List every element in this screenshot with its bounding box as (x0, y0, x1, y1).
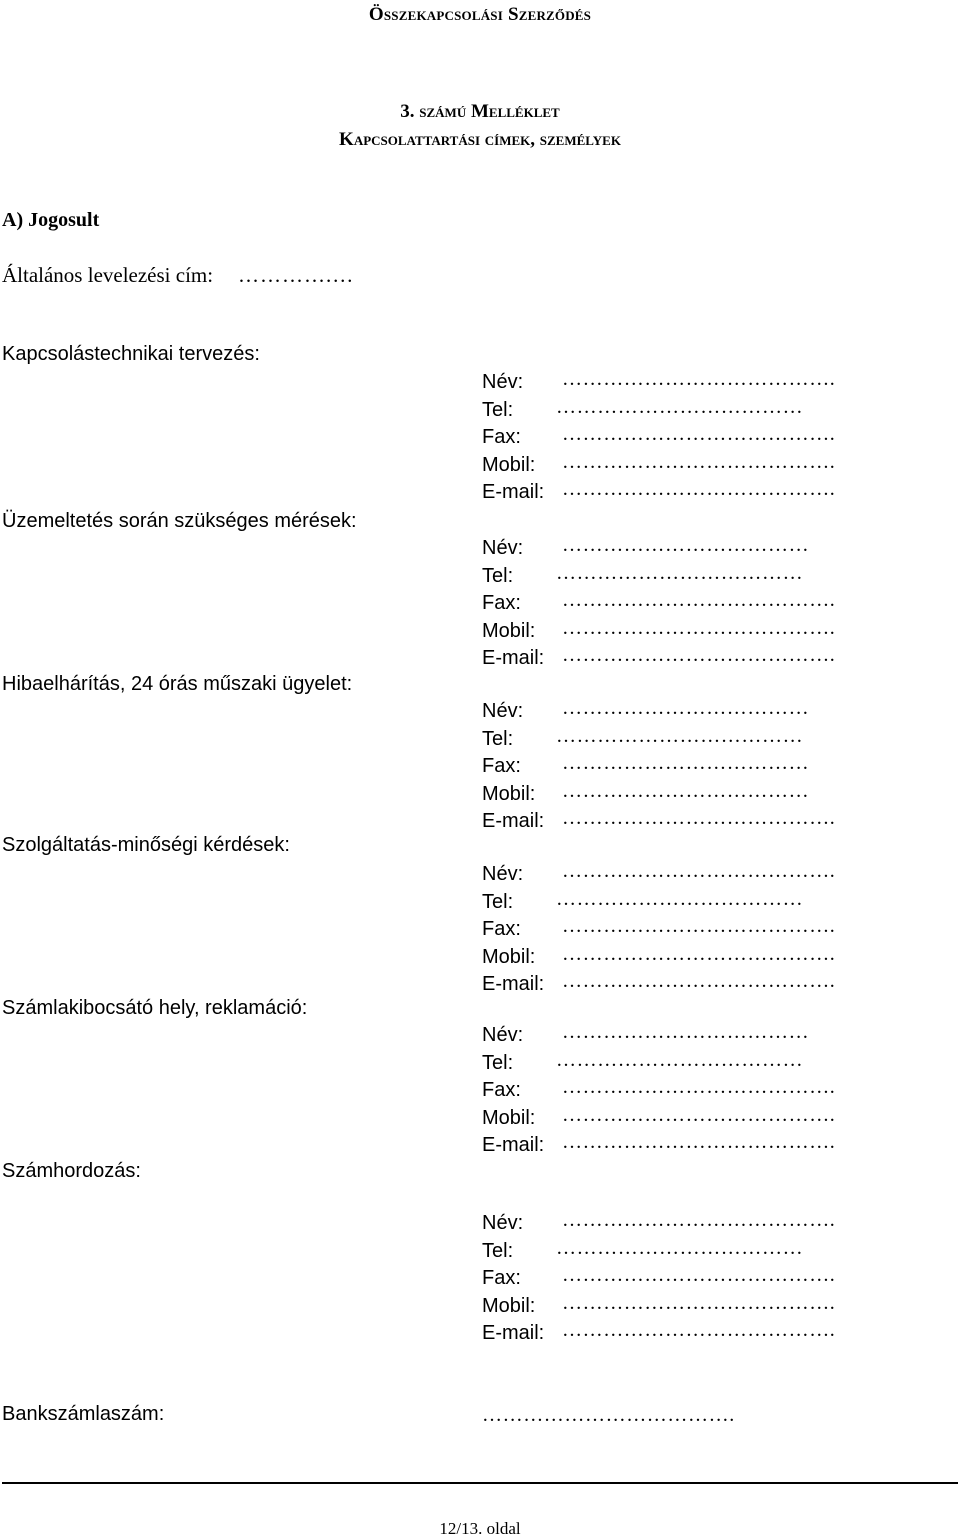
mobile-blank: …………………………………. (562, 450, 836, 473)
email-label: E-mail: (482, 810, 545, 832)
phone-blank: ……………………………… (556, 1236, 804, 1259)
category-label-measurements: Üzemeltetés során szükséges mérések: (2, 510, 357, 532)
contact-row-name (482, 698, 922, 726)
fax-blank: ……………………………… (562, 752, 810, 774)
contact-row-email (482, 1132, 922, 1160)
mobile-label: Mobil: (482, 945, 536, 968)
fax-blank: …………………………………. (562, 915, 836, 937)
name-label: Név: (482, 700, 524, 722)
name-blank: ……………………………… (562, 534, 810, 556)
contact-row-name (482, 861, 922, 889)
contact-row-name (482, 535, 922, 563)
name-label: Név: (482, 1212, 524, 1234)
fax-blank: …………………………………. (562, 1076, 836, 1098)
contact-row-name (482, 1210, 922, 1238)
email-label: E-mail: (482, 481, 545, 503)
name-blank: ……………………………… (562, 1021, 810, 1043)
contact-row-email (482, 479, 922, 507)
contact-block (482, 861, 922, 999)
contact-row-mobile (482, 452, 922, 480)
mobile-label: Mobil: (482, 782, 536, 805)
mobile-blank: …………………………………. (562, 616, 836, 639)
name-blank: …………………………………. (562, 1209, 836, 1231)
email-blank: …………………………………. (562, 1131, 836, 1153)
mobile-label: Mobil: (482, 1294, 536, 1317)
contact-block (482, 1210, 922, 1348)
contact-row-name (482, 369, 922, 397)
contact-row-phone (482, 563, 922, 591)
contact-row-phone (482, 889, 922, 917)
footer-rule (2, 1482, 958, 1484)
contact-row-fax (482, 753, 922, 781)
contact-row-email (482, 1320, 922, 1348)
contact-row-fax (482, 590, 922, 618)
fax-blank: …………………………………. (562, 1264, 836, 1286)
contact-block (482, 698, 922, 836)
mobile-blank: ……………………………… (562, 779, 810, 802)
contact-row-mobile (482, 1293, 922, 1321)
phone-blank: ……………………………… (556, 561, 804, 584)
phone-label: Tel: (482, 564, 514, 587)
phone-label: Tel: (482, 1051, 514, 1074)
phone-label: Tel: (482, 890, 514, 913)
fax-label: Fax: (482, 1079, 521, 1101)
mobile-blank: …………………………………. (562, 1103, 836, 1126)
contact-row-email (482, 645, 922, 673)
fax-label: Fax: (482, 1267, 521, 1289)
name-blank: …………………………………. (562, 860, 836, 882)
phone-blank: ……………………………… (556, 724, 804, 747)
mobile-label: Mobil: (482, 453, 536, 476)
document-title: Összekapcsolási Szerződés (368, 4, 592, 25)
email-blank: …………………………………. (562, 478, 836, 500)
contact-row-fax (482, 424, 922, 452)
contact-row-phone (482, 726, 922, 754)
email-label: E-mail: (482, 973, 545, 995)
contact-row-phone (482, 1238, 922, 1266)
name-label: Név: (482, 863, 524, 885)
phone-blank: ……………………………… (556, 395, 804, 418)
contact-row-mobile (482, 781, 922, 809)
fax-label: Fax: (482, 755, 521, 777)
email-blank: …………………………………. (562, 644, 836, 666)
category-label-number-portability: Számhordozás: (2, 1160, 141, 1182)
phone-label: Tel: (482, 727, 514, 750)
mobile-label: Mobil: (482, 619, 536, 642)
bank-account-blank: ………………………………. (482, 1404, 735, 1426)
category-label-fault-repair: Hibaelhárítás, 24 órás műszaki ügyelet: (2, 673, 353, 695)
phone-blank: ……………………………… (556, 1048, 804, 1071)
email-blank: …………………………………. (562, 970, 836, 992)
category-label-billing: Számlakibocsátó hely, reklamáció: (2, 997, 308, 1019)
annex-number: 3. számú Melléklet (400, 101, 560, 122)
contact-block (482, 369, 922, 507)
category-label-planning: Kapcsolástechnikai tervezés: (2, 343, 260, 365)
contact-row-mobile (482, 1105, 922, 1133)
contact-row-fax (482, 1077, 922, 1105)
fax-blank: …………………………………. (562, 423, 836, 445)
email-blank: …………………………………. (562, 1319, 836, 1341)
contact-row-phone (482, 397, 922, 425)
email-blank: …………………………………. (562, 807, 836, 829)
general-address-value: ………….… (238, 263, 355, 287)
mobile-label: Mobil: (482, 1106, 536, 1129)
general-address-label: Általános levelezési cím: (2, 263, 214, 287)
contact-row-mobile (482, 944, 922, 972)
mobile-blank: …………………………………. (562, 942, 836, 965)
contact-row-email (482, 808, 922, 836)
bank-account-label: Bankszámlaszám: (2, 1403, 165, 1425)
contact-row-name (482, 1022, 922, 1050)
section-heading: A) Jogosult (2, 209, 100, 231)
contact-row-fax (482, 1265, 922, 1293)
contact-row-mobile (482, 618, 922, 646)
fax-blank: …………………………………. (562, 589, 836, 611)
category-label-service-quality: Szolgáltatás-minőségi kérdések: (2, 834, 290, 856)
name-label: Név: (482, 1024, 524, 1046)
mobile-blank: …………………………………. (562, 1291, 836, 1314)
phone-blank: ……………………………… (556, 887, 804, 910)
email-label: E-mail: (482, 1322, 545, 1344)
contact-block (482, 535, 922, 673)
fax-label: Fax: (482, 426, 521, 448)
fax-label: Fax: (482, 592, 521, 614)
name-blank: ……………………………… (562, 697, 810, 719)
phone-label: Tel: (482, 398, 514, 421)
phone-label: Tel: (482, 1239, 514, 1262)
email-label: E-mail: (482, 1134, 545, 1156)
page-number: 12/13. oldal (439, 1519, 521, 1538)
contact-row-fax (482, 916, 922, 944)
annex-title: Kapcsolattartási címek, személyek (339, 129, 621, 150)
name-label: Név: (482, 371, 524, 393)
name-blank: …………………………………. (562, 368, 836, 390)
fax-label: Fax: (482, 918, 521, 940)
contact-block (482, 1022, 922, 1160)
name-label: Név: (482, 537, 524, 559)
contact-row-email (482, 971, 922, 999)
email-label: E-mail: (482, 647, 545, 669)
contact-row-phone (482, 1050, 922, 1078)
